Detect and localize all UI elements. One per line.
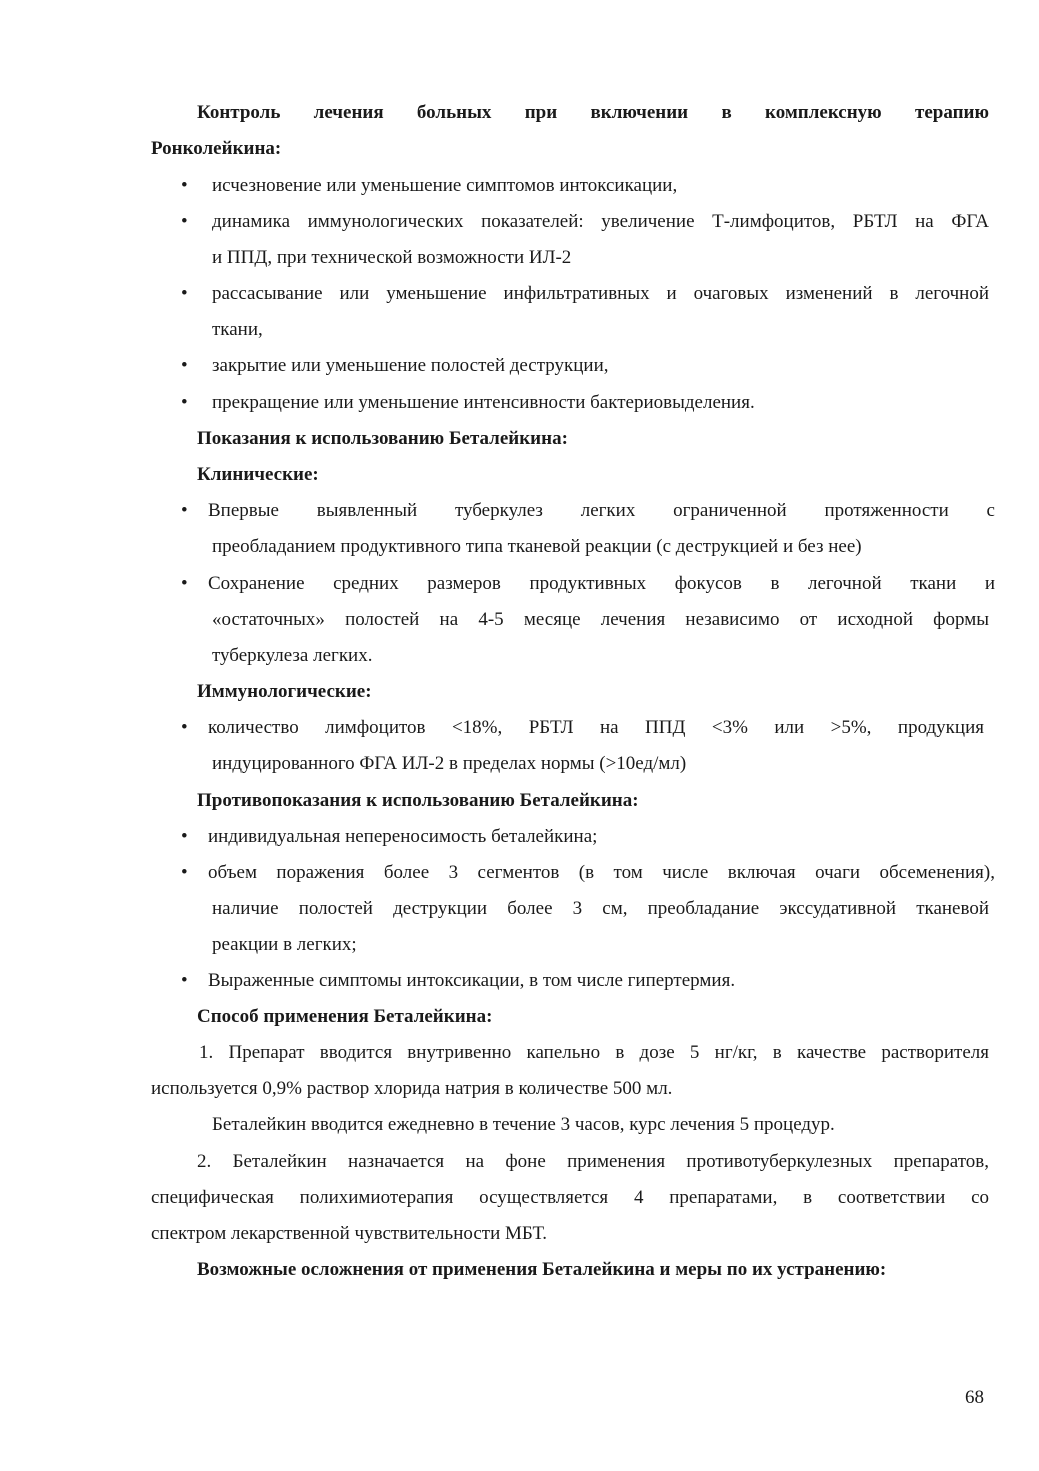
list-item-contra-1: индивидуальная непереносимость беталейкина;: [208, 826, 598, 847]
bullet-icon: •: [181, 283, 188, 304]
bullet-icon: •: [181, 500, 188, 521]
list-item-clinical-2-line-2: «остаточных» полостей на 4-5 месяце лечения независимо от исходной формы: [212, 609, 989, 630]
list-item-contra-2-line-3: реакции в легких;: [212, 934, 357, 955]
heading-ronco-line-1: Контроль лечения больных при включении в комплексную терапию: [197, 102, 989, 123]
bullet-icon: •: [181, 826, 188, 847]
method-paragraph-3-line-1: 2. Беталейкин назначается на фоне применения противотуберкулезных препаратов,: [197, 1151, 989, 1172]
list-item-ronco-2-line-1: динамика иммунологических показателей: увеличение Т-лимфоцитов, РБТЛ на ФГА: [212, 211, 989, 232]
list-item-ronco-4: закрытие или уменьшение полостей деструкции,: [212, 355, 609, 376]
heading-ronco-line-2: Ронколейкина:: [151, 138, 282, 159]
heading-contraindications: Противопоказания к использованию Беталейкина:: [197, 790, 639, 811]
list-item-contra-2-line-1: объем поражения более 3 сегментов (в том числе включая очаги обсеменения),: [208, 862, 995, 883]
heading-method: Способ применения Беталейкина:: [197, 1006, 493, 1027]
list-item-ronco-3-line-2: ткани,: [212, 319, 263, 340]
page-number: 68: [965, 1387, 984, 1408]
list-item-ronco-1: исчезновение или уменьшение симптомов интоксикации,: [212, 175, 678, 196]
bullet-icon: •: [181, 392, 188, 413]
list-item-ronco-2-line-2: и ППД, при технической возможности ИЛ-2: [212, 247, 572, 268]
heading-complications: Возможные осложнения от применения Беталейкина и меры по их устранению:: [197, 1259, 887, 1280]
list-item-ronco-5: прекращение или уменьшение интенсивности бактериовыделения.: [212, 392, 755, 413]
bullet-icon: •: [181, 355, 188, 376]
list-item-clinical-2-line-1: Сохранение средних размеров продуктивных фокусов в легочной ткани и: [208, 573, 995, 594]
list-item-immuno-1-line-1: количество лимфоцитов <18%, РБТЛ на ППД <3% или >5%, продукция: [208, 717, 984, 738]
method-paragraph-1-line-1: 1. Препарат вводится внутривенно капельно в дозе 5 нг/кг, в качестве растворителя: [199, 1042, 989, 1063]
bullet-icon: •: [181, 211, 188, 232]
bullet-icon: •: [181, 717, 188, 738]
list-item-clinical-2-line-3: туберкулеза легких.: [212, 645, 373, 666]
list-item-clinical-1-line-1: Впервые выявленный туберкулез легких ограниченной протяженности с: [208, 500, 995, 521]
bullet-icon: •: [181, 970, 188, 991]
list-item-immuno-1-line-2: индуцированного ФГА ИЛ-2 в пределах нормы (>10ед/мл): [212, 753, 687, 774]
bullet-icon: •: [181, 862, 188, 883]
heading-clinical: Клинические:: [197, 464, 319, 485]
method-paragraph-1-line-2: используется 0,9% раствор хлорида натрия в количестве 500 мл.: [151, 1078, 673, 1099]
bullet-icon: •: [181, 175, 188, 196]
heading-indications: Показания к использованию Беталейкина:: [197, 428, 568, 449]
method-paragraph-3-line-3: спектром лекарственной чувствительности МБТ.: [151, 1223, 548, 1244]
list-item-ronco-3-line-1: рассасывание или уменьшение инфильтративных и очаговых изменений в легочной: [212, 283, 989, 304]
method-paragraph-2: Беталейкин вводится ежедневно в течение 3 часов, курс лечения 5 процедур.: [212, 1114, 835, 1135]
list-item-clinical-1-line-2: преобладанием продуктивного типа тканевой реакции (с деструкцией и без нее): [212, 536, 862, 557]
heading-immunological: Иммунологические:: [197, 681, 372, 702]
list-item-contra-3: Выраженные симптомы интоксикации, в том числе гипертермия.: [208, 970, 736, 991]
bullet-icon: •: [181, 573, 188, 594]
list-item-contra-2-line-2: наличие полостей деструкции более 3 см, преобладание экссудативной тканевой: [212, 898, 989, 919]
method-paragraph-3-line-2: специфическая полихимиотерапия осуществляется 4 препаратами, в соответствии со: [151, 1187, 989, 1208]
